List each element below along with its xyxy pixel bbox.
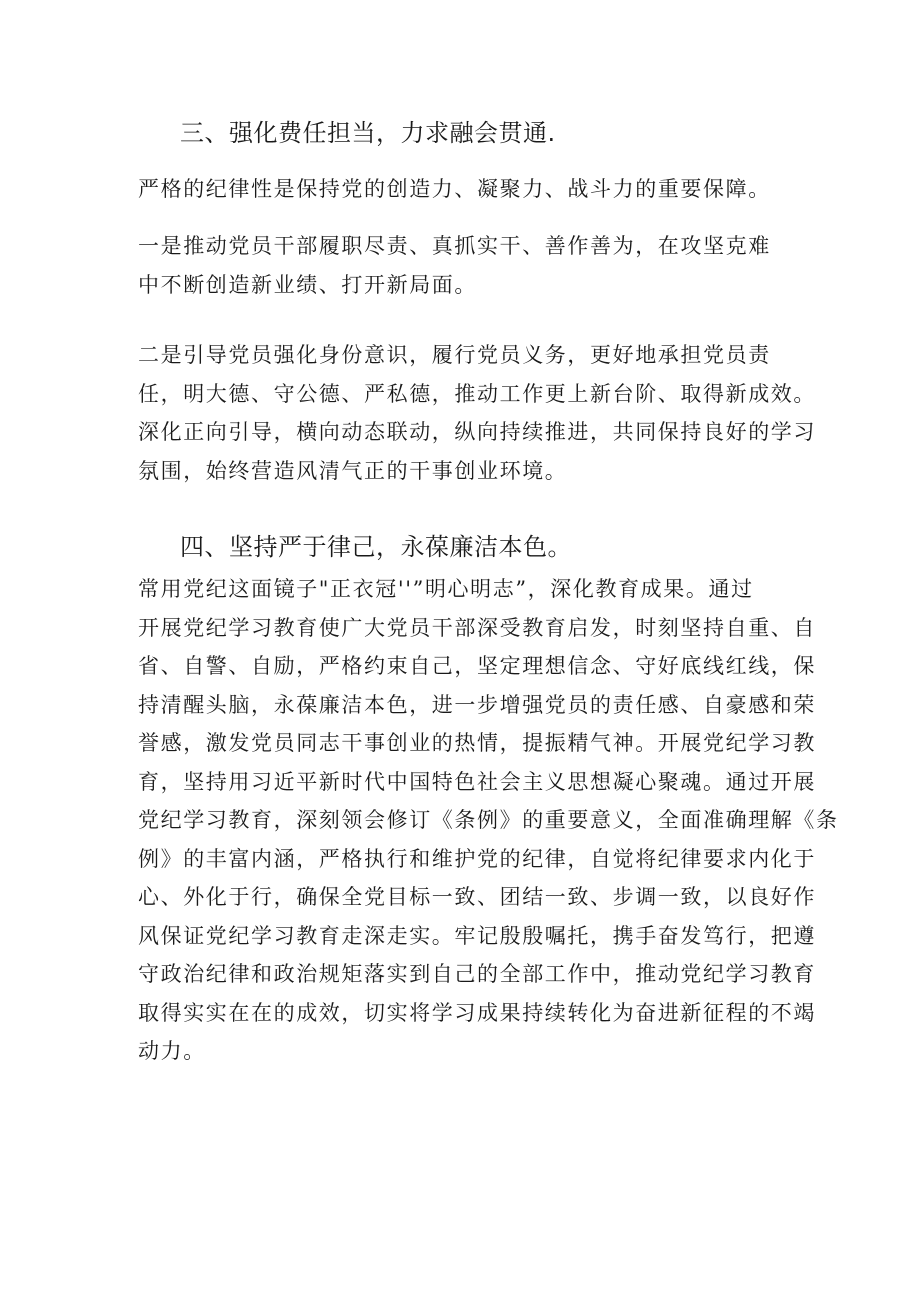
text-line: 深化正向引导，横向动态联动，纵向持续推进，共同保持良好的学习 — [138, 420, 816, 444]
section-3-heading: 三、强化费任担当，力求融会贯通. — [180, 119, 556, 147]
text-line: 党纪学习教育，深刻领会修订《条例》的重要意义，全面准确理解《条 — [138, 808, 839, 832]
text-line: 持清醒头脑，永葆廉洁本色，进一步增强党员的责任感、自豪感和荣 — [138, 692, 816, 717]
text-line: 育，坚持用习近平新时代中国特色社会主义思想凝心聚魂。通过开展 — [138, 769, 816, 794]
text-line: 誉感，激发党员同志干事创业的热情，提振精气神。开展党纪学习教 — [138, 731, 816, 755]
section-3-point-2-paragraph — [138, 336, 816, 490]
text-line: 守政治纪律和政治规矩落实到自己的全部工作中，推动党纪学习教育 — [138, 962, 816, 986]
text-line: 省、自警、自励，严格约束自己，坚定理想信念、守好底线红线，保 — [138, 654, 816, 678]
text-line: 取得实实在在的成效，切实将学习成果持续转化为奋进新征程的不竭 — [138, 1000, 816, 1025]
section-4-body-paragraph — [138, 570, 839, 1071]
text-line: 常用党纪这面镜子"正衣冠''”明心明志”，深化教育成果。通过 — [138, 577, 754, 601]
text-line: 任，明大德、守公德、严私德，推动工作更上新台阶、取得新成效。 — [138, 381, 816, 406]
text-line: 二是引导党员强化身份意识，履行党员义务，更好地承担党员责 — [138, 343, 771, 367]
text-line: 风保证党纪学习教育走深走实。牢记殷殷嘱托，携手奋发笃行，把遵 — [138, 923, 816, 948]
text-line: 动力。 — [138, 1039, 206, 1063]
section-3-point-1-paragraph — [138, 227, 798, 304]
text-line: 一是推动党员干部履职尽责、真抓实干、善作善为，在攻坚克难 — [138, 234, 771, 258]
text-line: 严格的纪律性是保持党的创造力、凝聚力、战斗力的重要保障。 — [138, 177, 771, 201]
text-line: 中不断创造新业绩、打开新局面。 — [138, 272, 477, 297]
section-4-heading: 四、坚持严于律己，永葆廉洁本色。 — [180, 533, 572, 561]
text-line: 氛围，始终营造风清气正的干事创业环境。 — [138, 458, 568, 483]
text-line: 开展党纪学习教育使广大党员干部深受教育启发，时刻坚持自重、自 — [138, 615, 816, 640]
text-line: 例》的丰富内涵，严格执行和维护党的纪律，自觉将纪律要求内化于 — [138, 846, 816, 871]
section-3-intro-paragraph — [138, 170, 798, 209]
text-line: 心、外化于行，确保全党目标一致、团结一致、步调一致，以良好作 — [138, 885, 816, 909]
